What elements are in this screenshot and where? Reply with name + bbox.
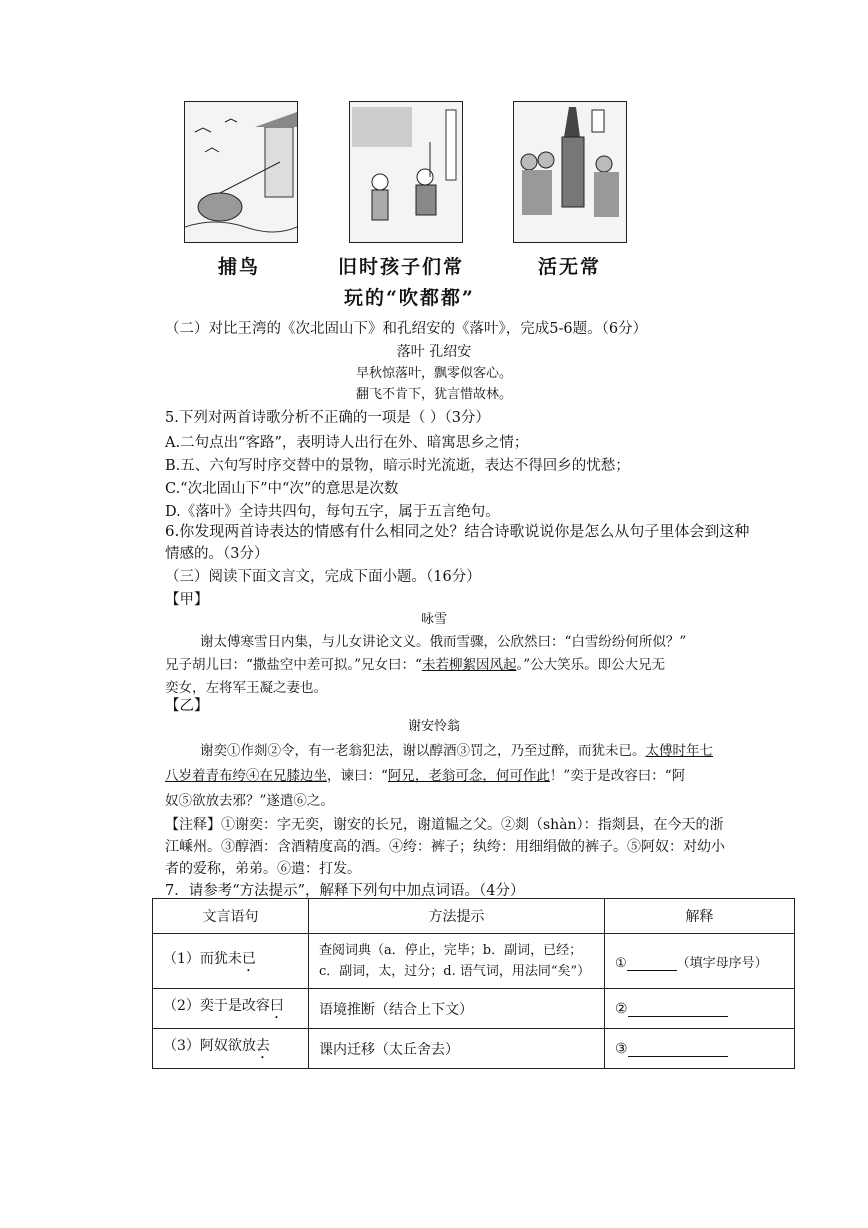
- question-7: 7．请参考“方法提示”，解释下列句中加点词语。（4分）: [165, 883, 525, 899]
- table-row: [153, 989, 795, 1029]
- illustration-catching-birds: [184, 101, 298, 243]
- yi-p2-mid: ，谏曰：“: [327, 768, 388, 784]
- jia-paragraph-1: 谢太傅寒雪日内集，与儿女讲论文义。俄而雪骤，公欣然曰：“白雪纷纷何所似？”: [200, 634, 687, 650]
- row3-answer: [605, 1029, 795, 1069]
- section2-heading: （二）对比王湾的《次北固山下》和孔绍安的《落叶》，完成5-6题。（6分）: [165, 321, 648, 337]
- notes-line-2: 江嵊州。③醇酒：含酒精度高的酒。④绔：裤子；纨绔：用细绢做的裤子。⑤阿奴：对幼小: [165, 839, 725, 855]
- row1-method: [309, 934, 605, 989]
- row2-dotted-word: 曰: [269, 998, 284, 1014]
- catching-birds-drawing: [185, 102, 297, 242]
- q5-option-b: B.五、六句写时序交替中的景物，暗示时光流逝，表达不得回乡的忧愁；: [165, 458, 630, 474]
- yi-title: 谢安怜翁: [407, 719, 460, 734]
- jia-title: 咏雪: [420, 612, 447, 627]
- yi-p2-underlined-2: 阿兄，老翁可念，何可作此: [387, 768, 550, 784]
- row3-dotted-word: 去: [255, 1038, 270, 1054]
- question-6-line1: 6.你发现两首诗表达的情感有什么相同之处？结合诗歌说说你是怎么从句子里体会到这种: [165, 522, 750, 540]
- table-row: [153, 934, 795, 989]
- notes-line-1: 【注释】①谢奕：字无奕，谢安的长兄，谢道韫之父。②剡（shàn）：指剡县，在今天的浙: [165, 817, 724, 833]
- header-method: 方法提示: [309, 899, 605, 934]
- row1-answer: [605, 934, 795, 989]
- yi-p2-end: ！”奕于是改容曰：“阿: [549, 768, 686, 784]
- question-6-line2: 情感的。（3分）: [165, 546, 269, 562]
- poem-line-1: 早秋惊落叶，飘零似客心。: [355, 366, 512, 381]
- yi-paragraph-3: 奴⑤欲放去邪？”遂遣⑥之。: [165, 793, 334, 809]
- jia-paragraph-3: 奕女，左将军王凝之妻也。: [165, 680, 327, 696]
- q5-option-a: A.二句点出“客路”，表明诗人出行在外、暗寓思乡之情；: [165, 435, 529, 451]
- blowing-toy-drawing: [350, 102, 462, 242]
- yi-p1-underlined: 太傅时年七: [645, 743, 713, 759]
- q5-option-d: D.《落叶》全诗共四句，每句五字，属于五言绝句。: [165, 504, 500, 520]
- jia-paragraph-2: [165, 653, 665, 673]
- row2-sentence: [153, 989, 309, 1029]
- row3-answer-blank[interactable]: [628, 1042, 728, 1057]
- illustration-blowing-toy: [349, 101, 463, 243]
- notes-line-3: 者的爱称，弟弟。⑥遣：打发。: [165, 861, 361, 877]
- row1-answer-number: ①: [615, 955, 627, 971]
- jia-p2-start: 兄子胡儿曰：“撒盐空中差可拟。”兄女曰：“: [165, 657, 422, 673]
- jia-p2-underlined: 未若柳絮因风起: [421, 657, 517, 673]
- row2-answer: [605, 989, 795, 1029]
- row1-dotted-word: 已: [241, 950, 256, 967]
- vocab-table: [152, 898, 795, 1069]
- row1-hint-line1: 查阅词典（a．停止，完毕；b．副词，已经；: [319, 943, 583, 958]
- row1-hint-line2: c．副词，太，过分；d. 语气词，用法同“矣”）: [319, 964, 591, 979]
- row1-sentence-text: （1）而犹未: [163, 950, 242, 967]
- row2-answer-blank[interactable]: [628, 1002, 728, 1017]
- row3-sentence: [153, 1029, 309, 1069]
- caption-blowing-toy-line2: 玩的“吹都都”: [344, 287, 475, 309]
- poem-line-2: 翻飞不肯下，犹言惜故林。: [355, 387, 512, 402]
- caption-catching-birds: 捕鸟: [218, 256, 261, 278]
- yi-label: 【乙】: [165, 698, 209, 714]
- yi-p2-underlined-1: 八岁着青布绔④在兄膝边坐: [165, 768, 327, 784]
- illustration-living-impermanence: [513, 101, 627, 243]
- yi-paragraph-1: [200, 739, 713, 759]
- yi-p1-start: 谢奕①作剡②令，有一老翁犯法，谢以醇酒③罚之，乃至过醉，而犹未已。: [200, 743, 646, 759]
- caption-impermanence: 活无常: [538, 256, 602, 278]
- section3-heading: （三）阅读下面文言文，完成下面小题。（16分）: [165, 569, 481, 585]
- row1-answer-blank[interactable]: [627, 956, 677, 971]
- impermanence-drawing: [514, 102, 626, 242]
- table-row: [153, 1029, 795, 1069]
- row2-sentence-text: （2）奕于是改容: [163, 998, 270, 1014]
- yi-paragraph-2: [165, 764, 685, 784]
- header-sentence: 文言语句: [153, 899, 309, 934]
- question-5: 5.下列对两首诗歌分析不正确的一项是（ ）（3分）: [165, 410, 490, 426]
- header-explanation: 解释: [605, 899, 795, 934]
- q5-option-c: C.“次北固山下”中“次”的意思是次数: [165, 481, 399, 497]
- row1-sentence: [153, 934, 309, 989]
- row3-answer-number: ③: [615, 1040, 628, 1057]
- caption-blowing-toy-line1: 旧时孩子们常: [338, 256, 465, 278]
- row2-answer-number: ②: [615, 1000, 628, 1017]
- jia-p2-end: 。”公大笑乐。即公大兄无: [516, 657, 666, 673]
- row3-sentence-text: （3）阿奴欲放: [163, 1038, 256, 1054]
- jia-label: 【甲】: [165, 592, 209, 608]
- row3-method: 课内迁移（太丘舍去）: [309, 1029, 605, 1069]
- row1-answer-note: （填字母序号）: [676, 955, 768, 971]
- poem-title: 落叶 孔绍安: [396, 344, 472, 360]
- row2-method: 语境推断（结合上下文）: [309, 989, 605, 1029]
- table-header-row: [153, 899, 795, 934]
